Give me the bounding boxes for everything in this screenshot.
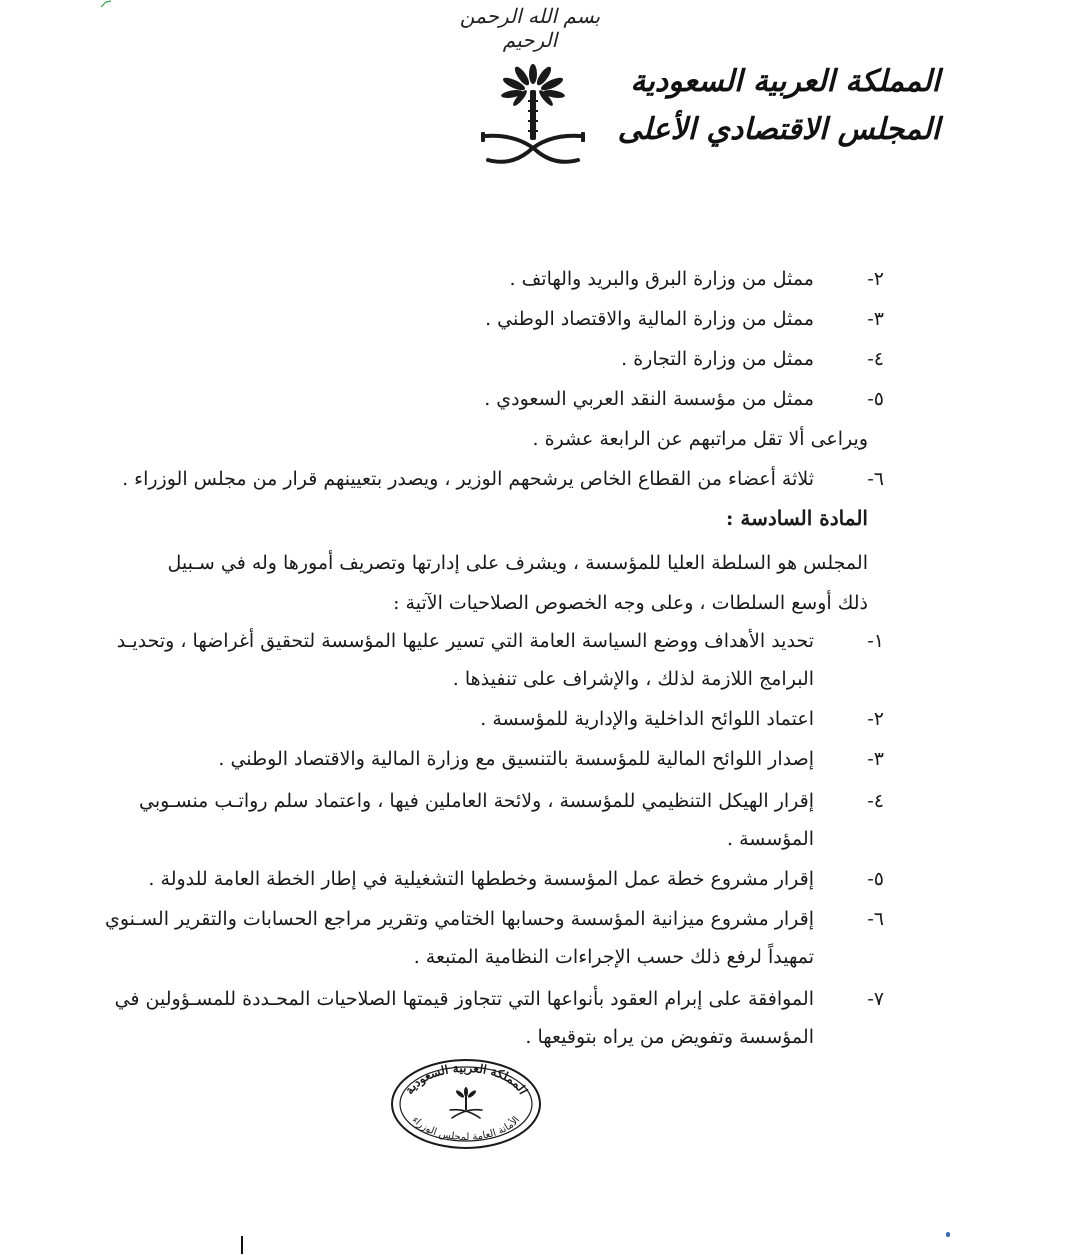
list-item	[148, 866, 884, 892]
rank-note: ويراعى ألا تقل مراتبهم عن الرابعة عشرة .	[532, 428, 868, 450]
item-text: المؤسسة وتفويض من يراه بتوقيعها .	[525, 1026, 814, 1048]
basmala: بسم الله الرحمن الرحيم	[459, 4, 601, 52]
item-text: إقرار الهيكل التنظيمي للمؤسسة ، ولائحة العاملين فيها ، واعتماد سلم رواتـب منسـوبي	[138, 790, 814, 812]
item-text: الموافقة على إبرام العقود بأنواعها التي تتجاوز قيمتها الصلاحيات المحـددة للمسـؤولين في	[114, 988, 814, 1010]
svg-text:الأمانة العامة لمجلس الوزراء	[410, 1115, 523, 1143]
item-text: ممثل من مؤسسة النقد العربي السعودي .	[484, 388, 814, 410]
item-number: ٣-	[867, 748, 884, 770]
list-item	[116, 628, 884, 654]
margin-dot	[946, 1232, 950, 1237]
list-item	[122, 466, 884, 492]
item-number: ٤-	[867, 348, 884, 370]
item-text: ممثل من وزارة التجارة .	[621, 348, 814, 370]
item-text: ممثل من وزارة البرق والبريد والهاتف .	[509, 268, 814, 290]
list-item	[138, 788, 884, 814]
item-number: ٢-	[867, 268, 884, 290]
item-text: البرامج اللازمة لذلك ، والإشراف على تنفيذها .	[452, 668, 814, 690]
item-text: إقرار مشروع ميزانية المؤسسة وحسابها الختامي وتقرير مراجع الحسابات والتقرير السـنوي	[105, 908, 814, 930]
item-number: ٤-	[867, 790, 884, 812]
list-item	[180, 266, 884, 292]
item-number: ٥-	[867, 868, 884, 890]
corner-mark-icon	[100, 0, 112, 8]
intro-line: ذلك أوسع السلطات ، وعلى وجه الخصوص الصلاحيات الآتية :	[393, 592, 868, 614]
article-heading: المادة السادسة :	[726, 506, 868, 530]
seal-bottom-text: الأمانة العامة لمجلس الوزراء	[409, 1114, 523, 1144]
list-item	[114, 986, 884, 1012]
item-number: ٥-	[867, 388, 884, 410]
list-item	[180, 306, 884, 332]
list-item	[180, 706, 884, 732]
item-number: ٧-	[867, 988, 884, 1010]
item-number: ٦-	[867, 908, 884, 930]
item-text: ثلاثة أعضاء من القطاع الخاص يرشحهم الوزير ، ويصدر بتعيينهم قرار من مجلس الوزراء .	[122, 468, 814, 490]
item-text: ممثل من وزارة المالية والاقتصاد الوطني .	[485, 308, 814, 330]
item-text: إقرار مشروع خطة عمل المؤسسة وخططها التشغيلية في إطار الخطة العامة للدولة .	[148, 868, 814, 890]
list-item-continuation	[180, 826, 884, 852]
intro-line: المجلس هو السلطة العليا للمؤسسة ، ويشرف على إدارتها وتصريف أمورها وله في سـبيل	[167, 552, 868, 574]
item-number: ٢-	[867, 708, 884, 730]
list-item	[105, 906, 884, 932]
item-text: تحديد الأهداف ووضع السياسة العامة التي تسير عليها المؤسسة لتحقيق أغراضها ، وتحديـد	[116, 630, 814, 652]
item-number: ١-	[867, 630, 884, 652]
header-kingdom-name: المملكة العربية السعودية	[630, 64, 940, 99]
item-number: ٣-	[867, 308, 884, 330]
margin-mark	[241, 1236, 243, 1254]
header-council-name: المجلس الاقتصادي الأعلى	[617, 112, 940, 147]
seal-top-text: المملكة العربية السعودية	[401, 1060, 531, 1097]
item-text: تمهيداً لرفع ذلك حسب الإجراءات النظامية المتبعة .	[413, 946, 814, 968]
item-number: ٦-	[867, 468, 884, 490]
list-item	[180, 746, 884, 772]
official-seal-icon	[388, 1056, 544, 1152]
list-item	[180, 346, 884, 372]
list-item-continuation	[180, 944, 884, 970]
list-item-continuation	[180, 1024, 884, 1050]
item-text: إصدار اللوائح المالية للمؤسسة بالتنسيق مع وزارة المالية والاقتصاد الوطني .	[218, 748, 814, 770]
item-text: اعتماد اللوائح الداخلية والإدارية للمؤسسة .	[480, 708, 814, 730]
list-item	[180, 386, 884, 412]
item-text: المؤسسة .	[726, 828, 814, 850]
list-item-continuation	[180, 666, 884, 692]
palm-and-swords-emblem-icon	[478, 56, 588, 176]
